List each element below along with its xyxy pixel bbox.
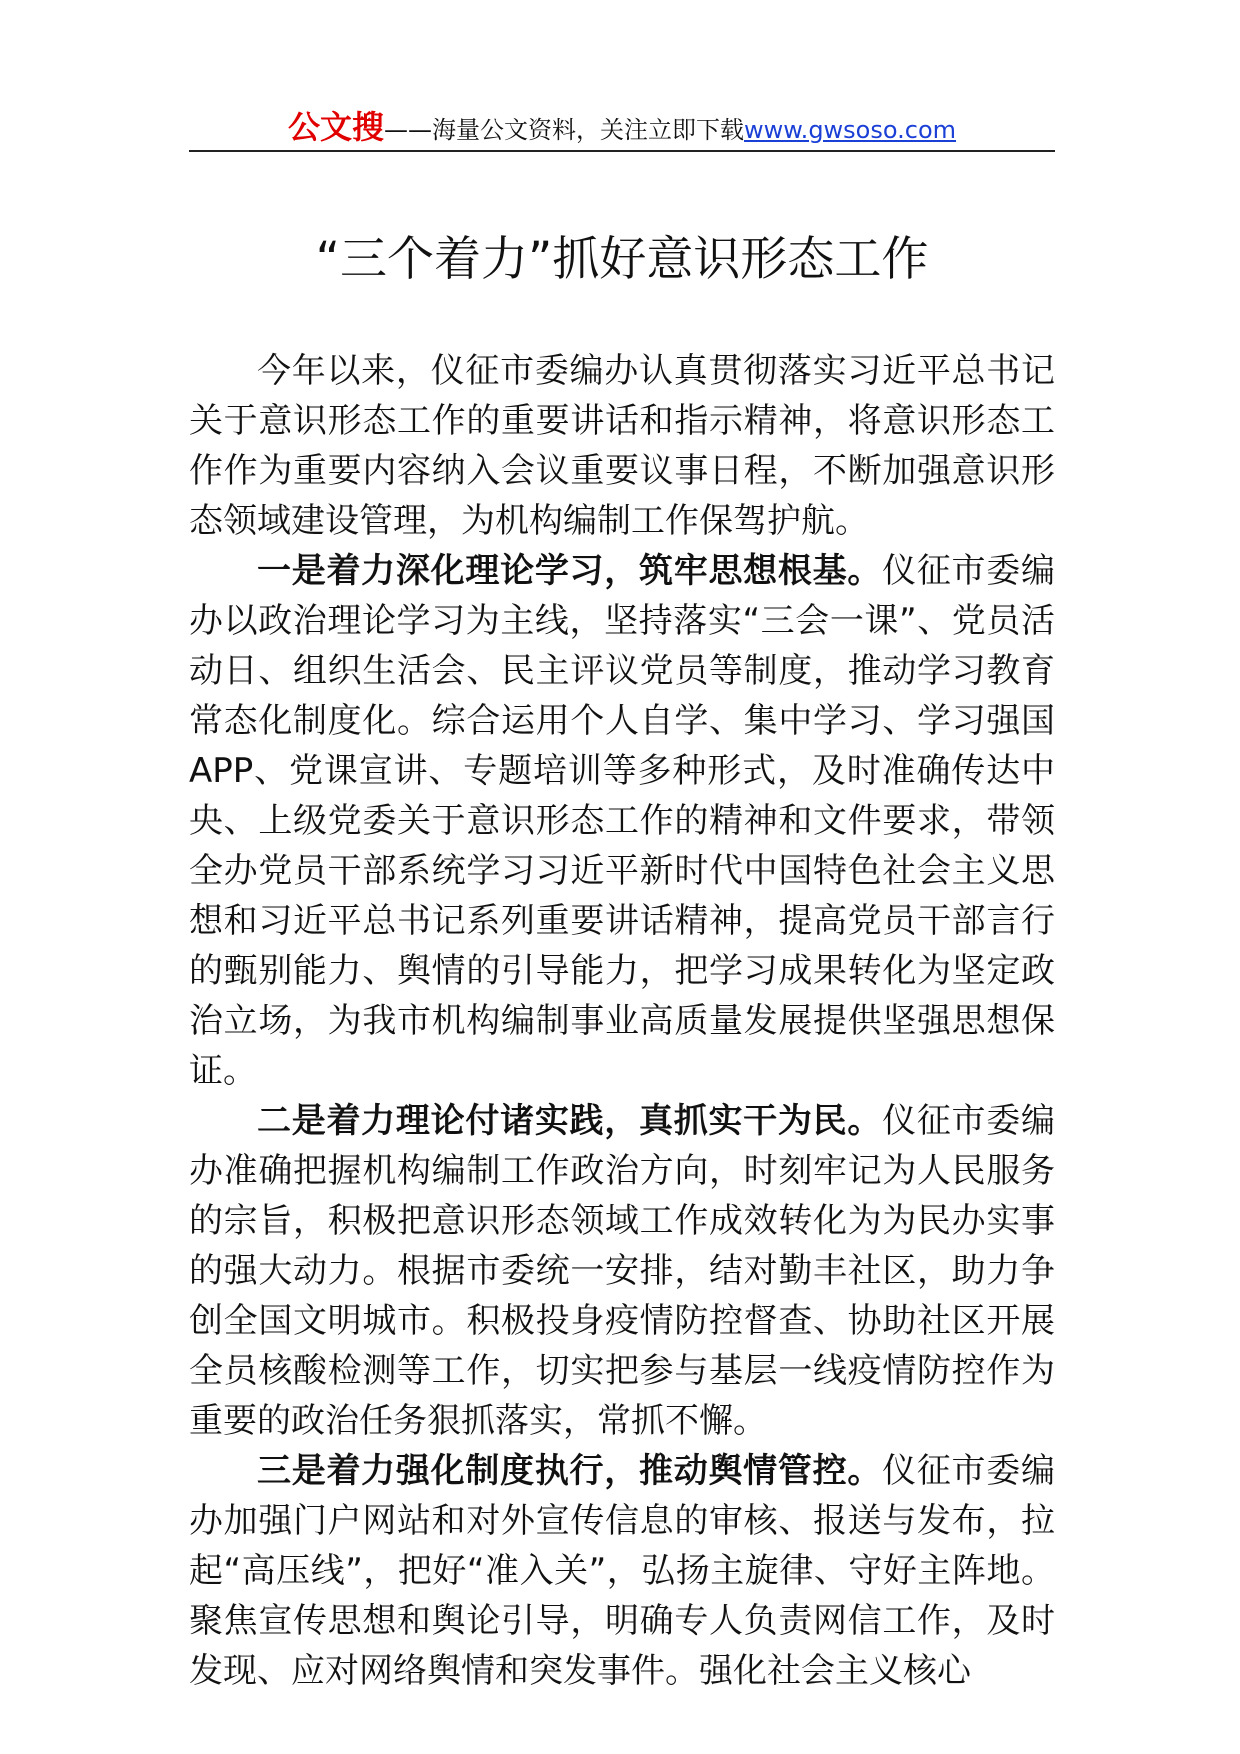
header-divider	[189, 150, 1055, 152]
site-link[interactable]: www.gwsoso.com	[744, 116, 957, 144]
paragraph-point-3	[189, 1446, 1055, 1696]
document-body	[189, 346, 1055, 1696]
brand-name: 公文搜	[287, 108, 384, 146]
paragraph-text: 仪征市委编办准确把握机构编制工作政治方向，时刻牢记为人民服务的宗旨，积极把意识形态领域工作成效转化为为民办实事的强大动力。根据市委统一安排，结对勤丰社区，助力争创全国文明城市。积极投身疫情防控督查、协助社区开展全员核酸检测等工作，切实把参与基层一线疫情防控作为重要的政治任务狠抓落实，常抓不懈。	[189, 1101, 1056, 1441]
paragraph-lead: 二是着力理论付诸实践，真抓实干为民。	[257, 1101, 883, 1141]
paragraph-text: 仪征市委编办加强门户网站和对外宣传信息的审核、报送与发布，拉起“高压线”，把好“准入关”，弘扬主旋律、守好主阵地。聚焦宣传思想和舆论引导，明确专人负责网信工作，及时发现、应对网络舆情和突发事件。强化社会主义核心	[189, 1451, 1056, 1691]
document-title: “三个着力”抓好意识形态工作	[315, 232, 929, 287]
paragraph-point-1	[189, 546, 1055, 1096]
site-header	[189, 104, 1055, 150]
paragraph-text: 今年以来，仪征市委编办认真贯彻落实习近平总书记关于意识形态工作的重要讲话和指示精神，将意识形态工作作为重要内容纳入会议重要议事日程，不断加强意识形态领域建设管理，为机构编制工作保驾护航。	[189, 351, 1055, 541]
paragraph-intro	[189, 346, 1055, 546]
paragraph-text: 仪征市委编办以政治理论学习为主线，坚持落实“三会一课”、党员活动日、组织生活会、民主评议党员等制度，推动学习教育常态化制度化。综合运用个人自学、集中学习、学习强国 APP、党课宣讲、专题培训等多种形式，及时准确传达中央、上级党委关于意识形态工作的精神和文件要求，带领全办党员干部系统学习习近平新时代中国特色社会主义思想和习近平总书记系列重要讲话精神，提高党员干部言行的甄别能力、舆情的引导能力，把学习成果转化为坚定政治立场，为我市机构编制事业高质量发展提供坚强思想保证。	[189, 551, 1056, 1091]
paragraph-lead: 一是着力深化理论学习，筑牢思想根基。	[257, 551, 883, 591]
paragraph-lead: 三是着力强化制度执行，推动舆情管控。	[257, 1451, 883, 1491]
header-tagline: ——海量公文资料，关注立即下载	[384, 116, 744, 144]
paragraph-point-2	[189, 1096, 1055, 1446]
